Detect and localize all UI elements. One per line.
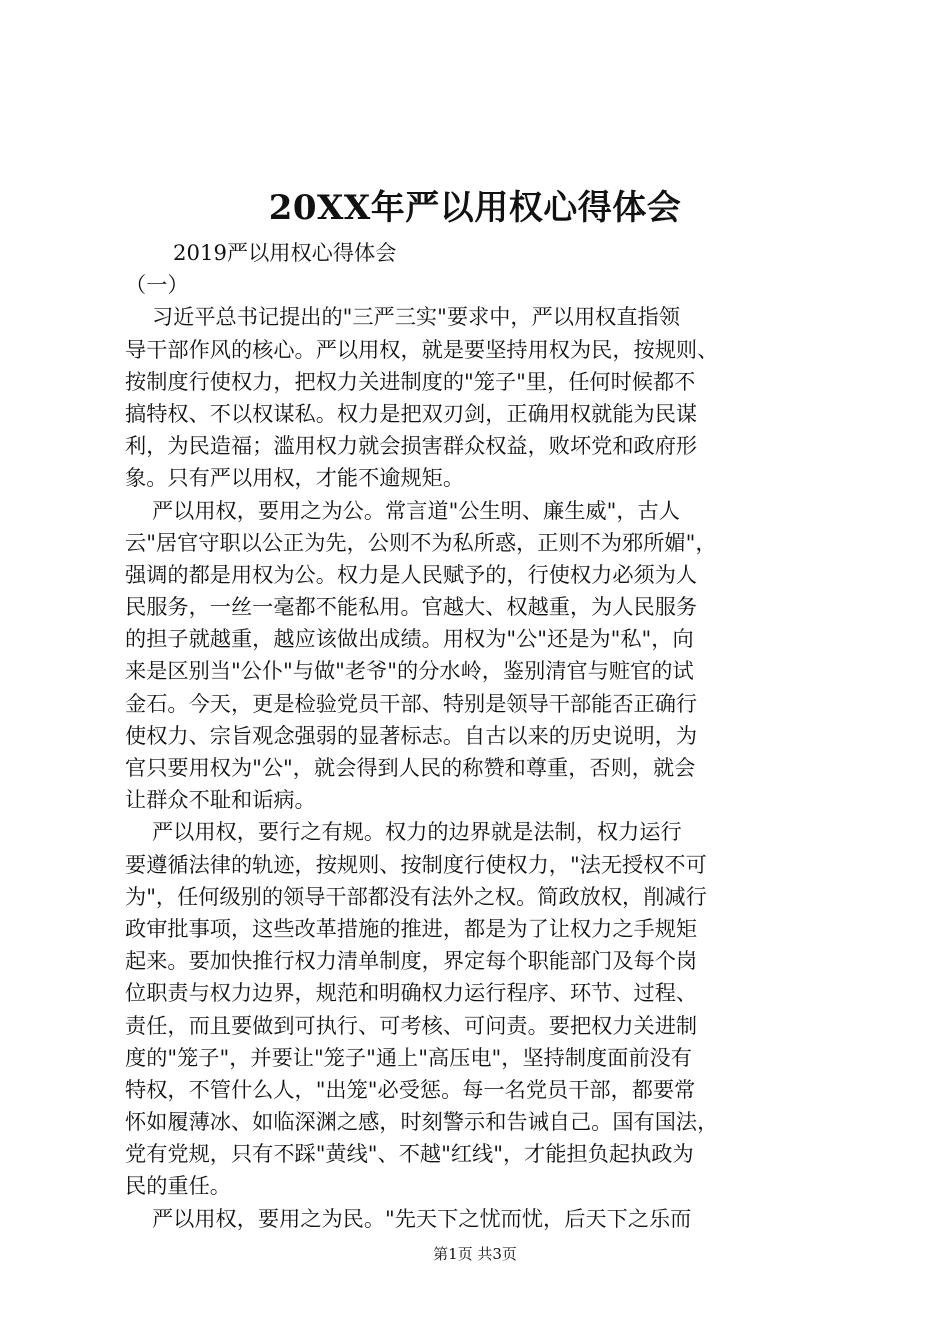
text-line: 民的重任。 [125,1173,231,1199]
text-line: 要遵循法律的轨迹，按规则、按制度行使权力，"法无授权不可 [125,851,707,877]
text-line: 强调的都是用权为公。权力是人民赋予的，行使权力必须为人 [125,561,698,587]
text-line: 的担子就越重，越应该做出成绩。用权为"公"还是为"私"，向 [125,626,694,652]
text-line: 责任，而且要做到可执行、可考核、可问责。要把权力关进制 [125,1012,698,1038]
text-line: 民服务，一丝一毫都不能私用。官越大、权越重，为人民服务 [125,594,698,620]
text-line: 利，为民造福；滥用权力就会损害群众权益，败坏党和政府形 [125,433,698,459]
text-line: 象。只有严以用权，才能不逾规矩。 [125,465,465,491]
text-line: 起来。要加快推行权力清单制度，界定每个职能部门及每个岗 [125,948,698,974]
text-line: 按制度行使权力，把权力关进制度的"笼子"里，任何时候都不 [125,368,696,394]
document-title: 20XX年严以用权心得体会 [268,188,682,228]
text-line: 特权，不管什么人，"出笼"必受惩。每一名党员干部，都要常 [125,1076,696,1102]
text-line: 为"，任何级别的领导干部都没有法外之权。简政放权，削减行 [125,883,707,909]
text-line: 党有党规，只有不踩"黄线"、不越"红线"，才能担负起执政为 [125,1141,694,1167]
text-line: 政审批事项，这些改革措施的推进，都是为了让权力之手规矩 [125,915,698,941]
subtitle-line: 2019严以用权心得体会 [173,240,397,265]
page-footer: 第1页 共3页 [433,1245,517,1263]
text-line: 度的"笼子"，并要让"笼子"通上"高压电"，坚持制度面前没有 [125,1044,692,1070]
text-line: 云"居官守职以公正为先，公则不为私所惑，正则不为邪所媚"， [125,529,717,555]
body-lines [125,269,830,1235]
text-line: 严以用权，要用之为民。"先天下之忧而忧，后天下之乐而 [125,1205,692,1231]
text-line: 让群众不耻和诟病。 [125,787,316,813]
text-line: 来是区别当"公仆"与做"老爷"的分水岭，鉴别清官与赃官的试 [125,658,694,684]
document-body [125,237,830,1235]
text-line: 搞特权、不以权谋私。权力是把双刃剑，正确用权就能为民谋 [125,400,698,426]
text-line: 怀如履薄冰、如临深渊之感，时刻警示和告诫自己。国有国法， [125,1109,719,1135]
text-line: 金石。今天，更是检验党员干部、特别是领导干部能否正确行 [125,690,698,716]
text-line: 严以用权，要用之为公。常言道"公生明、廉生威"，古人 [125,497,680,523]
text-line: 位职责与权力边界，规范和明确权力运行程序、环节、过程、 [125,980,698,1006]
text-line: 使权力、宗旨观念强弱的显著标志。自古以来的历史说明，为 [125,722,698,748]
text-line: 习近平总书记提出的"三严三实"要求中，严以用权直指领 [125,304,680,330]
text-line: 导干部作风的核心。严以用权，就是要坚持用权为民，按规则、 [125,336,719,362]
text-line: （一） [125,272,189,298]
text-line: 严以用权，要行之有规。权力的边界就是法制，权力运行 [125,819,682,845]
text-line: 官只要用权为"公"，就会得到人民的称赞和尊重，否则，就会 [125,755,696,780]
